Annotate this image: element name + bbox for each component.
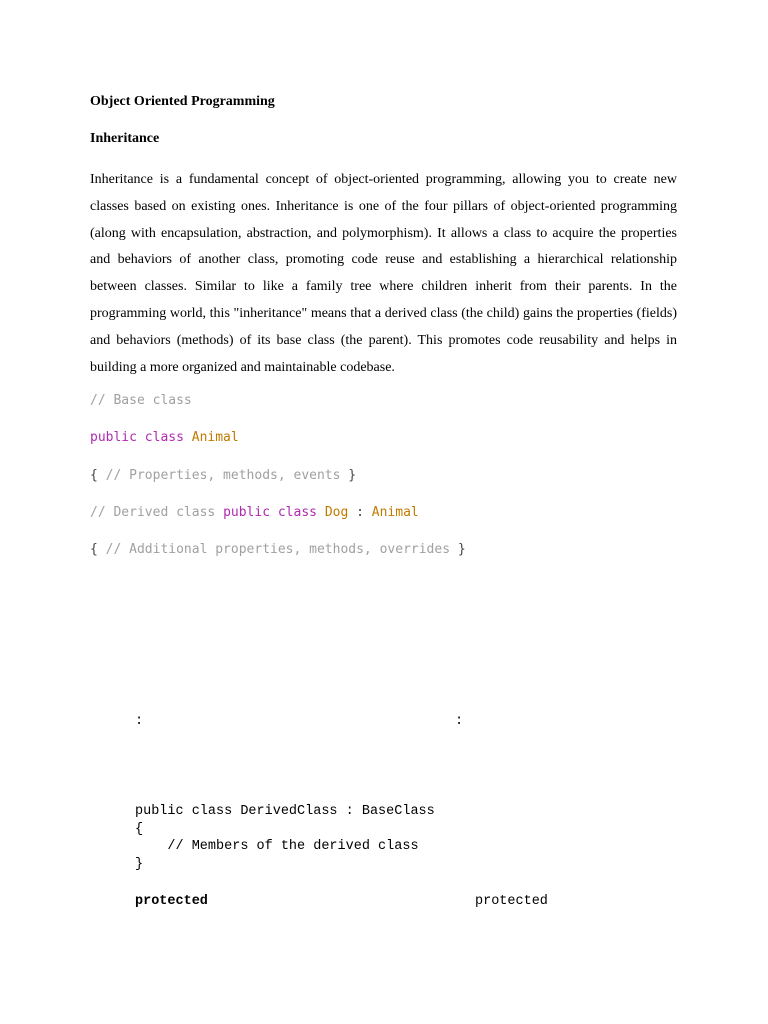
code-comment: // Derived class xyxy=(90,505,216,520)
code-inherit-colon: : xyxy=(356,505,364,520)
syntax-code-block: public class DerivedClass : BaseClass { // Members of the derived class } xyxy=(135,804,435,872)
code-comment: // Additional properties, methods, overrides xyxy=(105,542,451,557)
section-heading: Inheritance xyxy=(90,131,160,146)
code-brace-open: { xyxy=(90,468,98,483)
code-line-base-body xyxy=(90,467,356,485)
code-keyword: public class xyxy=(223,505,317,520)
protected-keyword-bold: protected xyxy=(135,894,208,909)
code-line-derived-class xyxy=(90,504,419,522)
code-type-name: Animal xyxy=(191,430,239,445)
code-comment: // Base class xyxy=(90,393,192,408)
colon-marker-right: : xyxy=(455,714,464,729)
protected-keyword: protected xyxy=(475,894,548,909)
document-title: Object Oriented Programming xyxy=(90,94,275,109)
code-line-base-class xyxy=(90,429,239,447)
colon-marker-left: : xyxy=(135,714,144,729)
code-line-base-comment xyxy=(90,392,192,410)
code-brace-close: } xyxy=(457,542,466,557)
code-keyword: public class xyxy=(90,430,184,445)
code-brace-open: { xyxy=(90,542,98,557)
code-base-type-name: Animal xyxy=(371,505,419,520)
code-brace-close: } xyxy=(348,468,357,483)
code-type-name: Dog xyxy=(324,505,349,520)
code-comment: // Properties, methods, events xyxy=(105,468,341,483)
code-line-derived-body xyxy=(90,541,466,559)
body-paragraph: Inheritance is a fundamental concept of object-oriented programming, allowing you to create new classes based on existing ones. Inheritance is one of the four pillars of object-oriented programming (along with encapsulation, abstraction, and polymorphism). It allows a class to acquire the properties and behaviors of another class, promoting code reuse and establishing a hierarchical relationship between classes. Similar to like a family tree where children inherit from their parents. In the programming world, this "inheritance" means that a derived class (the child) gains the properties (fields) and behaviors (methods) of its base class (the parent). This promotes code reusability and helps in building a more organized and maintainable codebase. xyxy=(90,172,677,375)
